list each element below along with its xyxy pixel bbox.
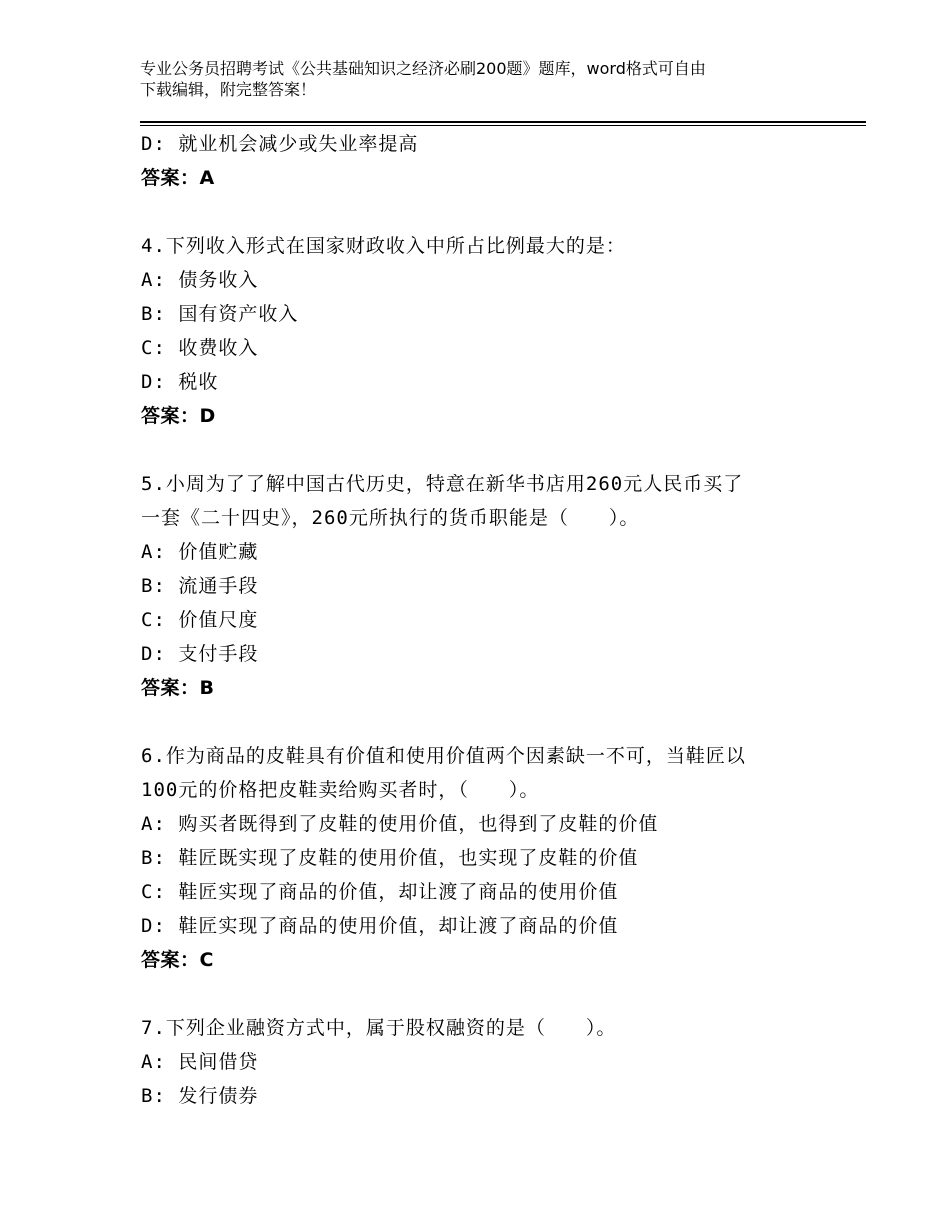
question-block-5	[141, 467, 841, 705]
question-stem-continued: 100元的价格把皮鞋卖给购买者时，（ ）。	[141, 779, 540, 801]
answer-line: 答案：B	[141, 677, 215, 699]
header-title-line-1: 专业公务员招聘考试《公共基础知识之经济必刷200题》题库，word格式可自由	[140, 59, 706, 78]
spacer	[141, 705, 841, 739]
answer-line: 答案：D	[141, 405, 216, 427]
header-title-line-2: 下载编辑，附完整答案！	[140, 80, 317, 99]
option-a: A: 债务收入	[141, 269, 259, 291]
question-stem: 4.下列收入形式在国家财政收入中所占比例最大的是：	[141, 235, 626, 257]
spacer	[141, 195, 841, 229]
question-stem: 7.下列企业融资方式中，属于股权融资的是（ ）。	[141, 1017, 617, 1039]
header-divider-thin	[140, 125, 866, 126]
answer-line: 答案：A	[141, 167, 215, 189]
spacer	[141, 433, 841, 467]
question-block-4	[141, 229, 841, 433]
option-d: D: 支付手段	[141, 643, 259, 665]
option-b: B: 发行债券	[141, 1085, 259, 1107]
option-a: A: 民间借贷	[141, 1051, 259, 1073]
option-b: B: 鞋匠既实现了皮鞋的使用价值，也实现了皮鞋的价值	[141, 847, 639, 869]
document-header	[140, 58, 820, 100]
question-block-7	[141, 1011, 841, 1113]
question-stem-continued: 一套《二十四史》，260元所执行的货币职能是（ ）。	[141, 507, 640, 529]
option-c: C: 鞋匠实现了商品的价值，却让渡了商品的使用价值	[141, 881, 619, 903]
option-d: D: 鞋匠实现了商品的使用价值，却让渡了商品的价值	[141, 915, 619, 937]
option-a: A: 价值贮藏	[141, 541, 259, 563]
option-c: C: 价值尺度	[141, 609, 259, 631]
header-divider-thick	[140, 121, 866, 123]
question-list	[141, 127, 841, 1113]
option-b: B: 国有资产收入	[141, 303, 299, 325]
option-d: D: 税收	[141, 371, 219, 393]
question-stem: 5.小周为了了解中国古代历史，特意在新华书店用260元人民币买了	[141, 473, 744, 495]
spacer	[141, 977, 841, 1011]
option-b: B: 流通手段	[141, 575, 259, 597]
answer-line: 答案：C	[141, 949, 214, 971]
option-d: D: 就业机会减少或失业率提高	[141, 133, 419, 155]
question-stem: 6.作为商品的皮鞋具有价值和使用价值两个因素缺一不可，当鞋匠以	[141, 745, 746, 767]
question-block-6	[141, 739, 841, 977]
option-a: A: 购买者既得到了皮鞋的使用价值，也得到了皮鞋的价值	[141, 813, 659, 835]
question-block-3	[141, 127, 841, 195]
option-c: C: 收费收入	[141, 337, 259, 359]
